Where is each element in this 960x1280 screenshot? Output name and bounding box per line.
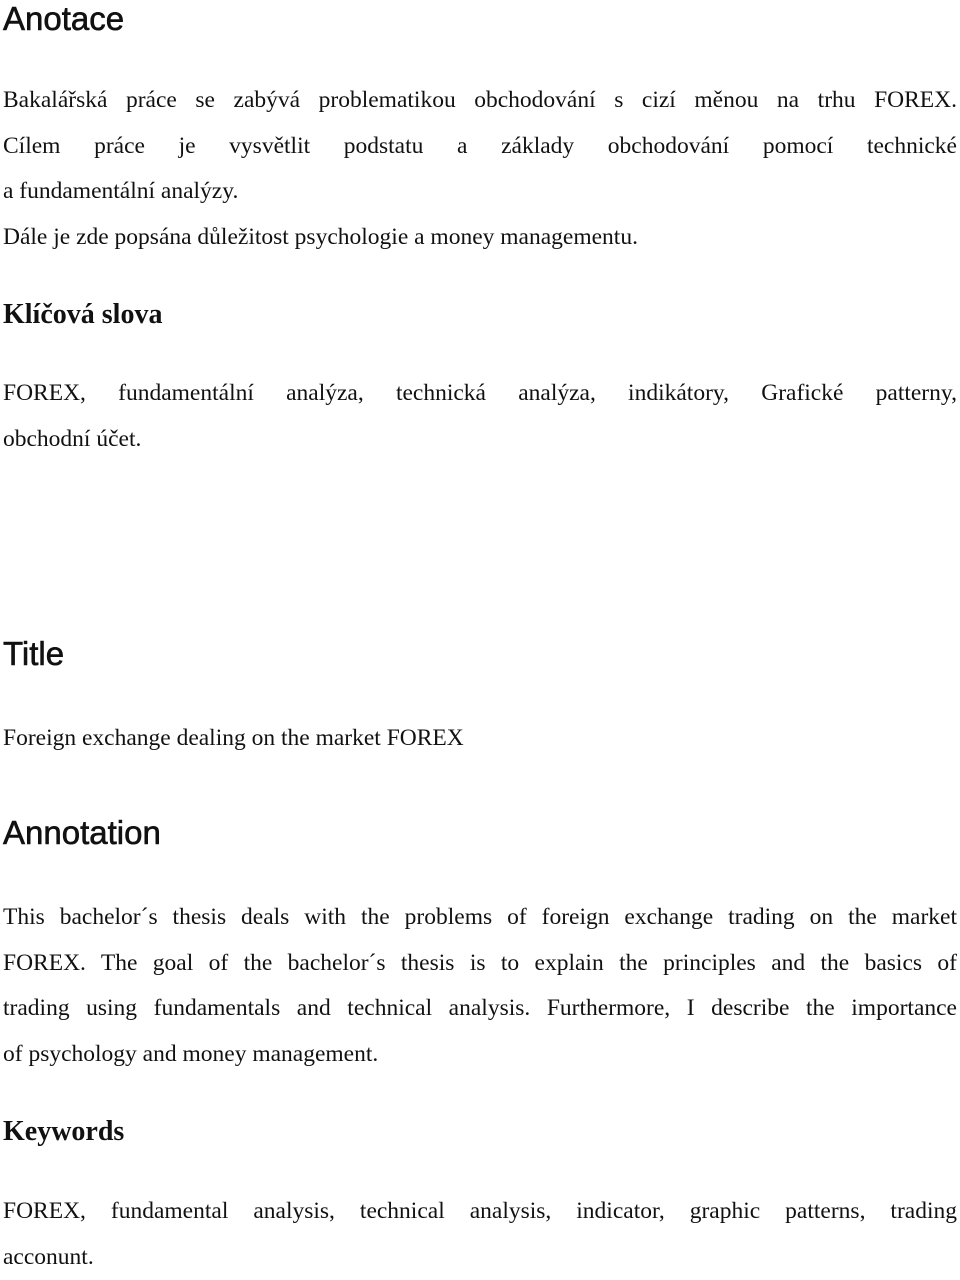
annotation-line-3: trading using fundamentals and technical analysis. Furthermore, I describe the importance: [3, 986, 957, 1032]
klicova-slova-paragraph: [3, 371, 957, 462]
annotation-heading: Annotation: [3, 816, 161, 849]
annotation-paragraph: [3, 895, 957, 1077]
annotation-line-4: of psychology and money management.: [3, 1032, 957, 1078]
keywords-line-1: FOREX, fundamental analysis, technical analysis, indicator, graphic patterns, trading: [3, 1189, 957, 1235]
anotace-line-2: Cílem práce je vysvětlit podstatu a základy obchodování pomocí technické: [3, 124, 957, 170]
annotation-line-2: FOREX. The goal of the bachelor´s thesis is to explain the principles and the basics of: [3, 941, 957, 987]
anotace-paragraph: [3, 78, 957, 260]
title-paragraph: [3, 716, 957, 762]
anotace-heading: Anotace: [3, 2, 124, 35]
keywords-heading: Keywords: [3, 1118, 124, 1146]
klicova-slova-heading: Klíčová slova: [3, 301, 162, 329]
klicova-slova-line-2: obchodní účet.: [3, 417, 957, 463]
title-heading: Title: [3, 637, 64, 670]
title-text: Foreign exchange dealing on the market FOREX: [3, 716, 957, 762]
anotace-line-3: a fundamentální analýzy.: [3, 169, 957, 215]
klicova-slova-line-1: FOREX, fundamentální analýza, technická analýza, indikátory, Grafické patterny,: [3, 371, 957, 417]
annotation-line-1: This bachelor´s thesis deals with the problems of foreign exchange trading on the market: [3, 895, 957, 941]
keywords-line-2: acconunt.: [3, 1235, 957, 1280]
anotace-line-1: Bakalářská práce se zabývá problematikou obchodování s cizí měnou na trhu FOREX.: [3, 78, 957, 124]
anotace-line-4: Dále je zde popsána důležitost psychologie a money managementu.: [3, 215, 957, 261]
keywords-paragraph: [3, 1189, 957, 1280]
